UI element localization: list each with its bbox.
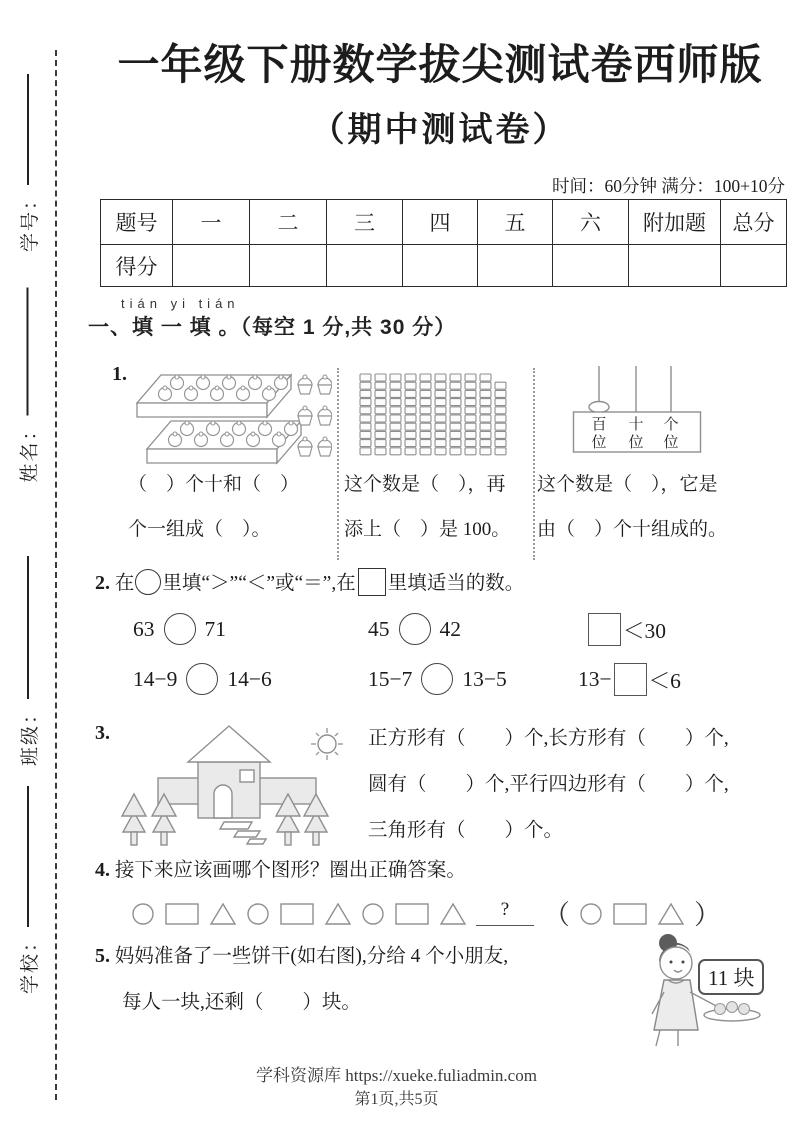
base-ten-blocks-picture xyxy=(357,372,509,460)
number-answer-box xyxy=(588,613,621,646)
pinyin-annotation: tián yi tián xyxy=(121,296,240,311)
q2-prompt-text: 在 xyxy=(114,573,135,594)
rectangle-shape xyxy=(279,900,315,926)
score-header-cell: 四 xyxy=(403,200,478,245)
score-header-cell: 三 xyxy=(327,200,403,245)
score-header-cell: 附加题 xyxy=(629,200,721,245)
panel-separator xyxy=(337,368,339,560)
q2-prompt-text: 里填适当的数。 xyxy=(387,573,525,594)
abacus-place-value-picture xyxy=(572,366,702,454)
circle-shape xyxy=(246,900,270,926)
q1-panel3-line2: 由（ ）个十组成的。 xyxy=(537,519,728,540)
abacus-bead xyxy=(589,402,609,413)
score-header-cell: 六 xyxy=(553,200,629,245)
class-blank-line xyxy=(27,556,29,699)
sun-icon xyxy=(311,728,343,760)
q2-item xyxy=(578,663,681,696)
ones-label-top: 个 xyxy=(663,417,679,433)
stone-path xyxy=(220,822,266,844)
student-id-field xyxy=(11,74,45,252)
score-header-cell: 题号 xyxy=(101,200,173,245)
q4-prompt xyxy=(95,854,466,882)
q2-left-value: 45 xyxy=(368,616,390,641)
tree-icon xyxy=(122,794,146,845)
q2-right-value: ＜30 xyxy=(623,619,667,643)
rectangle-option xyxy=(612,900,648,926)
class-label: 班级： xyxy=(19,702,41,766)
q2-prompt xyxy=(95,567,524,596)
cupcake-trays-picture xyxy=(127,371,332,471)
q4-prompt-text: 接下来应该画哪个图形？圈出正确答案。 xyxy=(114,860,466,881)
house-scene-picture xyxy=(120,720,360,846)
q4-number: 4. xyxy=(95,859,110,881)
hundreds-label-bottom: 位 xyxy=(591,435,607,451)
score-header-cell: 五 xyxy=(478,200,553,245)
comparison-circle-blank xyxy=(186,663,218,695)
name-field xyxy=(11,288,45,483)
q1-panel3-line1: 这个数是（ ），它是 xyxy=(537,474,718,495)
section-one-heading: 一、填 一 填 。（每空 1 分,共 30 分） xyxy=(88,316,457,339)
roof-triangle xyxy=(188,726,270,762)
class-field xyxy=(11,556,45,766)
triangle-shape xyxy=(439,900,467,926)
q3-line1: 正方形有（ ）个,长方形有（ ）个, xyxy=(368,728,729,749)
rectangle-shape xyxy=(394,900,430,926)
q2-left-value: 63 xyxy=(133,616,155,641)
comparison-circle-blank xyxy=(421,663,453,695)
q5-number: 5. xyxy=(95,945,110,967)
score-cell-empty xyxy=(478,245,553,287)
score-cell-empty xyxy=(721,245,787,287)
q2-right-value: 14−6 xyxy=(227,666,272,691)
score-cell-empty xyxy=(553,245,629,287)
hundreds-label-top: 百 xyxy=(591,417,607,433)
door xyxy=(214,785,232,818)
q2-item xyxy=(133,613,226,645)
score-header-cell: 一 xyxy=(173,200,250,245)
time-score-meta: 时间：60分钟 满分：100+10分 xyxy=(552,176,785,196)
q5-line1-text: 妈妈准备了一些饼干(如右图),分给 4 个小朋友, xyxy=(114,946,509,967)
answer-blank-line: ? xyxy=(476,899,534,926)
q1-panel1-line1: （ ）个十和（ ） xyxy=(128,474,300,495)
tens-label-bottom: 位 xyxy=(628,435,644,451)
triangle-shape xyxy=(324,900,352,926)
q2-left-value: 15−7 xyxy=(368,666,413,691)
apron xyxy=(654,980,698,1030)
cookie-count-label: 11 块 xyxy=(698,959,764,995)
triangle-option xyxy=(657,900,685,926)
q1-panel2-text xyxy=(344,462,544,552)
triangle-shape xyxy=(209,900,237,926)
q2-right-value: 71 xyxy=(204,616,226,641)
q1-panel1-line2: 个一组成（ ）。 xyxy=(128,519,271,540)
score-table-score-row xyxy=(101,245,787,287)
panel-separator xyxy=(533,368,535,560)
ones-label-bottom: 位 xyxy=(663,435,679,451)
q3-line3: 三角形有（ ）个。 xyxy=(368,820,564,841)
tens-label-top: 十 xyxy=(628,417,644,433)
q2-item xyxy=(133,663,272,695)
name-label: 姓名： xyxy=(19,419,40,483)
face xyxy=(660,947,692,979)
cookie xyxy=(715,1004,726,1015)
student-id-label: 学号： xyxy=(19,188,41,252)
score-cell-empty xyxy=(173,245,250,287)
score-cell-empty xyxy=(250,245,327,287)
circle-shape xyxy=(131,900,155,926)
number-answer-box xyxy=(614,663,647,696)
score-cell-empty xyxy=(327,245,403,287)
rectangle-shape xyxy=(164,900,200,926)
circle-option xyxy=(579,900,603,926)
cut-dashed-line xyxy=(55,50,57,1100)
q3-text xyxy=(368,716,788,854)
q1-panel2-line2: 添上（ ）是 100。 xyxy=(344,519,511,540)
window-square xyxy=(240,770,254,782)
score-header-cell: 总分 xyxy=(721,200,787,245)
footer-page-number: 第1页,共5页 xyxy=(354,1091,439,1108)
name-blank-line xyxy=(27,288,29,416)
page-subtitle: （期中测试卷） xyxy=(310,112,570,149)
score-table-header-row xyxy=(101,200,787,245)
score-cell-empty xyxy=(629,245,721,287)
q2-prompt-text: 里填“＞”“＜”或“＝”,在 xyxy=(162,573,356,594)
school-label: 学校： xyxy=(19,930,41,994)
q2-item xyxy=(588,613,666,646)
comparison-circle-blank xyxy=(399,613,431,645)
score-table xyxy=(100,199,787,287)
q3-number: 3. xyxy=(95,722,110,744)
circle-symbol xyxy=(135,569,161,595)
cookie xyxy=(727,1002,738,1013)
cookie xyxy=(739,1004,750,1015)
q2-item xyxy=(368,663,507,695)
square-symbol xyxy=(358,568,386,596)
q2-right-value: ＜6 xyxy=(648,669,681,693)
options-paren-open: （ xyxy=(543,900,570,930)
q2-item xyxy=(368,613,461,645)
q2-right-value: 13−5 xyxy=(462,666,507,691)
q1-panel2-line1: 这个数是（ ），再 xyxy=(344,474,506,495)
q1-number: 1. xyxy=(112,363,127,385)
student-id-blank-line xyxy=(27,74,29,185)
school-field xyxy=(11,786,45,994)
footer-site-link[interactable]: 学科资源库 https://xueke.fuliadmin.com xyxy=(256,1066,537,1085)
q2-right-value: 42 xyxy=(439,616,461,641)
circle-shape xyxy=(361,900,385,926)
q1-panel1-text xyxy=(128,462,336,552)
q1-panel3-text xyxy=(537,462,787,552)
q2-left-value: 13− xyxy=(578,667,612,691)
comparison-circle-blank xyxy=(164,613,196,645)
score-cell-empty xyxy=(403,245,478,287)
school-blank-line xyxy=(27,786,29,927)
q3-line2: 圆有（ ）个,平行四边形有（ ）个, xyxy=(368,774,729,795)
options-paren-close: ） xyxy=(694,900,721,930)
q2-number: 2. xyxy=(95,572,110,594)
score-row-label: 得分 xyxy=(101,245,173,287)
page-title: 一年级下册数学拔尖测试卷西师版 xyxy=(117,43,763,89)
q5-line1 xyxy=(95,940,508,968)
score-header-cell: 二 xyxy=(250,200,327,245)
q5-line2: 每人一块,还剩（ ）块。 xyxy=(122,992,361,1013)
q2-left-value: 14−9 xyxy=(133,666,178,691)
q4-pattern-row xyxy=(131,893,721,932)
